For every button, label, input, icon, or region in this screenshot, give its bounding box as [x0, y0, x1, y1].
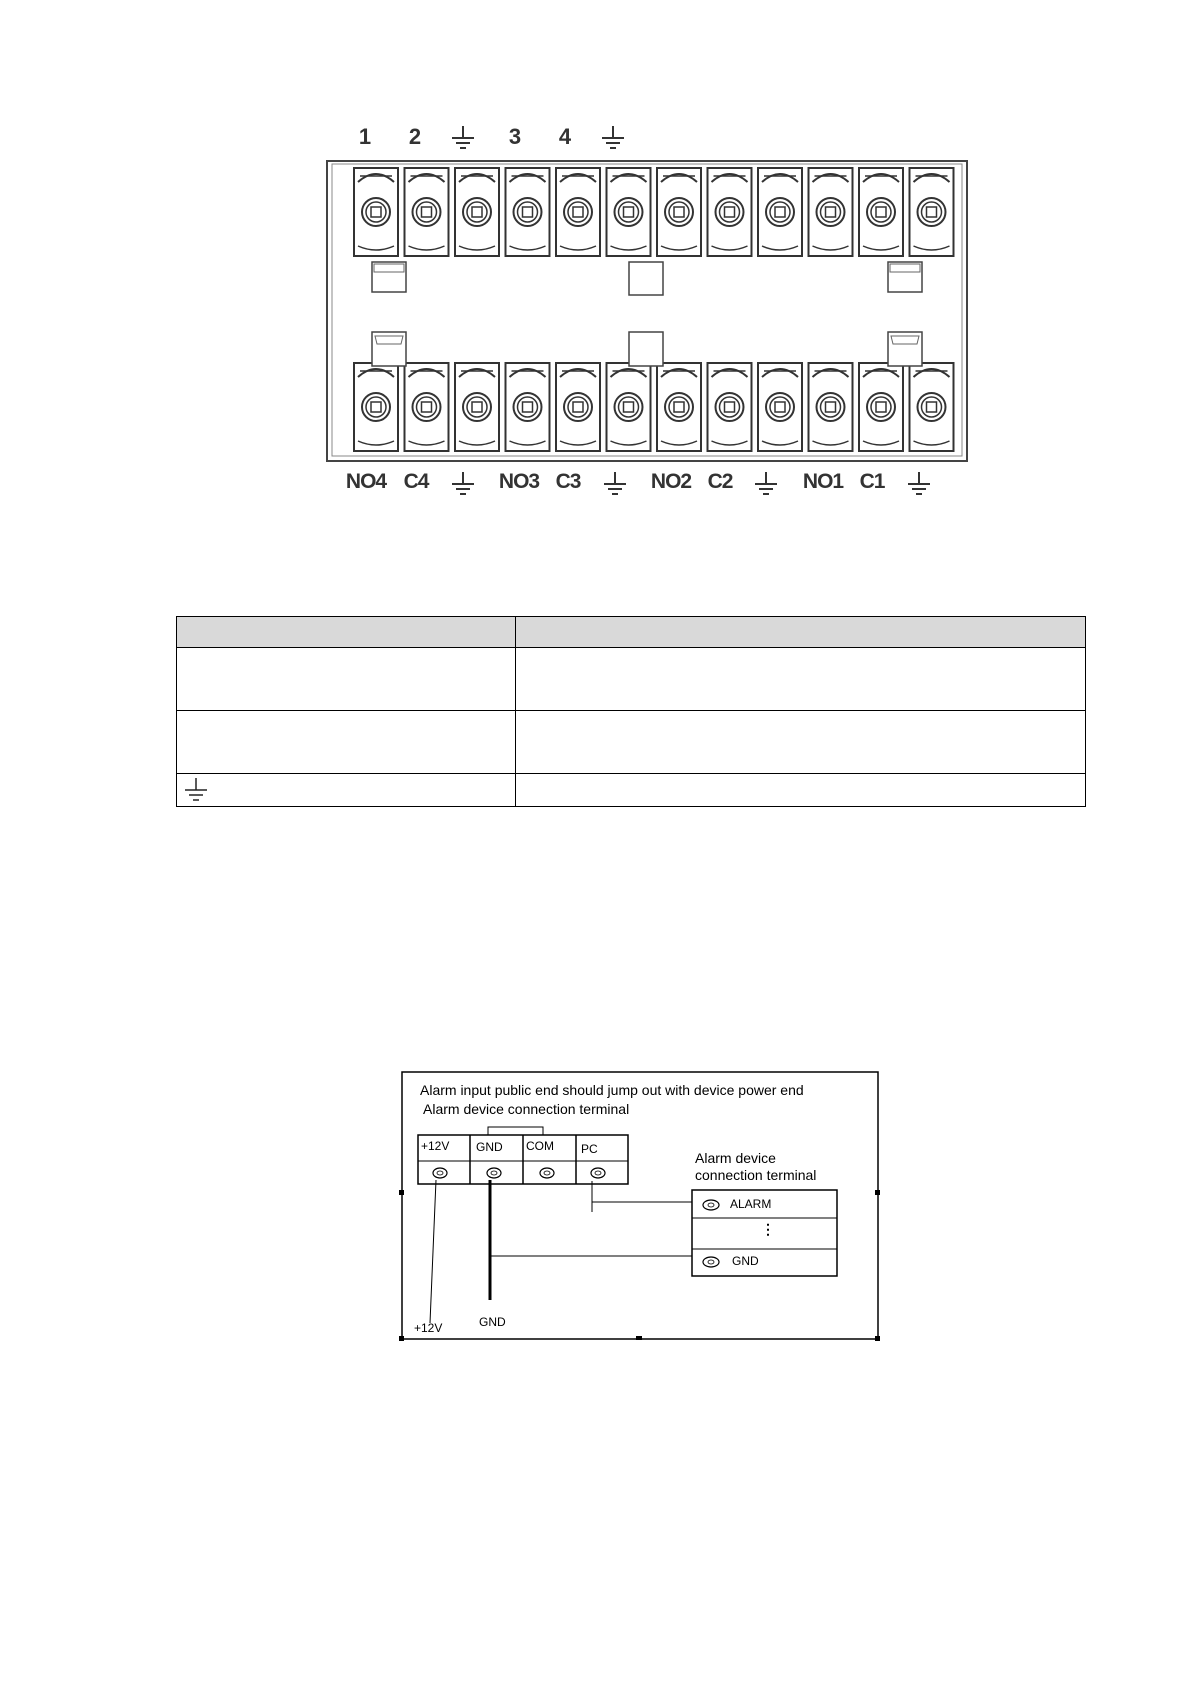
top-label-1: 1 [358, 124, 372, 149]
wire-label-gnd: GND [479, 1315, 506, 1329]
pin-description-table [176, 616, 1086, 807]
top-label-4: 4 [558, 124, 572, 149]
terminal-label-12v: +12V [421, 1139, 450, 1153]
screw-terminal [607, 168, 651, 256]
terminal-block-body [326, 160, 970, 465]
device-pin-ellipsis: ⋮ [761, 1221, 775, 1237]
table-header-row [177, 617, 1086, 648]
screw-terminal [556, 363, 600, 451]
table-header-description [516, 617, 1086, 648]
screw-terminal [405, 363, 449, 451]
top-label-3: 3 [508, 124, 522, 149]
screw-terminal [708, 168, 752, 256]
bottom-label-no3: NO3 [498, 470, 540, 493]
latch-tab [888, 332, 922, 366]
screw-terminal [809, 168, 853, 256]
terminal-label-com: COM [526, 1139, 554, 1153]
wiring-caption-line2: Alarm device connection terminal [423, 1101, 630, 1117]
screw-terminal [405, 168, 449, 256]
screw-terminal [758, 363, 802, 451]
bottom-label-no2: NO2 [650, 470, 692, 493]
table-header-port [177, 617, 516, 648]
table-cell-port [177, 711, 516, 774]
terminal-label-pc: PC [581, 1142, 598, 1156]
screw-terminal [506, 363, 550, 451]
device-label-line2: connection terminal [695, 1167, 817, 1183]
screw-terminal [506, 168, 550, 256]
screw-terminal [607, 363, 651, 451]
screw-terminal [859, 363, 903, 451]
screw-terminal [910, 168, 954, 256]
bottom-label-c2: C2 [707, 470, 733, 493]
earth-ground-icon [183, 778, 209, 802]
latch-tab [372, 262, 406, 292]
table-row [177, 774, 1086, 807]
device-pin-gnd: GND [732, 1254, 759, 1268]
screw-terminal [556, 168, 600, 256]
latch-tab [372, 332, 406, 366]
table-cell-description [516, 774, 1086, 807]
earth-ground-icon [906, 472, 932, 496]
earth-ground-icon [753, 472, 779, 496]
table-row [177, 648, 1086, 711]
table-cell-port [177, 648, 516, 711]
table-row [177, 711, 1086, 774]
table-cell-description [516, 648, 1086, 711]
earth-ground-icon [450, 472, 476, 496]
bottom-label-no1: NO1 [802, 470, 844, 493]
earth-ground-icon [600, 126, 626, 150]
screw-terminal [354, 363, 398, 451]
bottom-label-no4: NO4 [345, 470, 387, 493]
screw-terminal [859, 168, 903, 256]
screw-terminal [455, 363, 499, 451]
wire-label-12v: +12V [414, 1321, 443, 1335]
screw-terminal [708, 363, 752, 451]
table-cell-description [516, 711, 1086, 774]
table-cell-port [177, 774, 516, 807]
latch-tab [629, 332, 663, 366]
earth-ground-icon [450, 126, 476, 150]
wiring-caption-line1: Alarm input public end should jump out with device power end [420, 1082, 804, 1098]
device-pin-alarm: ALARM [730, 1197, 772, 1211]
screw-terminal [354, 168, 398, 256]
alarm-wiring-diagram [398, 1068, 883, 1343]
screw-terminal [455, 168, 499, 256]
terminal-block-figure [300, 110, 1020, 510]
latch-tab [888, 262, 922, 292]
screw-terminal [809, 363, 853, 451]
top-label-2: 2 [408, 124, 422, 149]
latch-tab [629, 262, 663, 295]
bottom-label-c3: C3 [555, 470, 581, 493]
bottom-label-c1: C1 [859, 470, 885, 493]
screw-terminal [657, 363, 701, 451]
bottom-label-c4: C4 [403, 470, 429, 493]
terminal-label-gnd: GND [476, 1140, 503, 1154]
earth-ground-icon [602, 472, 628, 496]
screw-terminal [758, 168, 802, 256]
screw-terminal [910, 363, 954, 451]
screw-terminal [657, 168, 701, 256]
device-label-line1: Alarm device [695, 1150, 776, 1166]
